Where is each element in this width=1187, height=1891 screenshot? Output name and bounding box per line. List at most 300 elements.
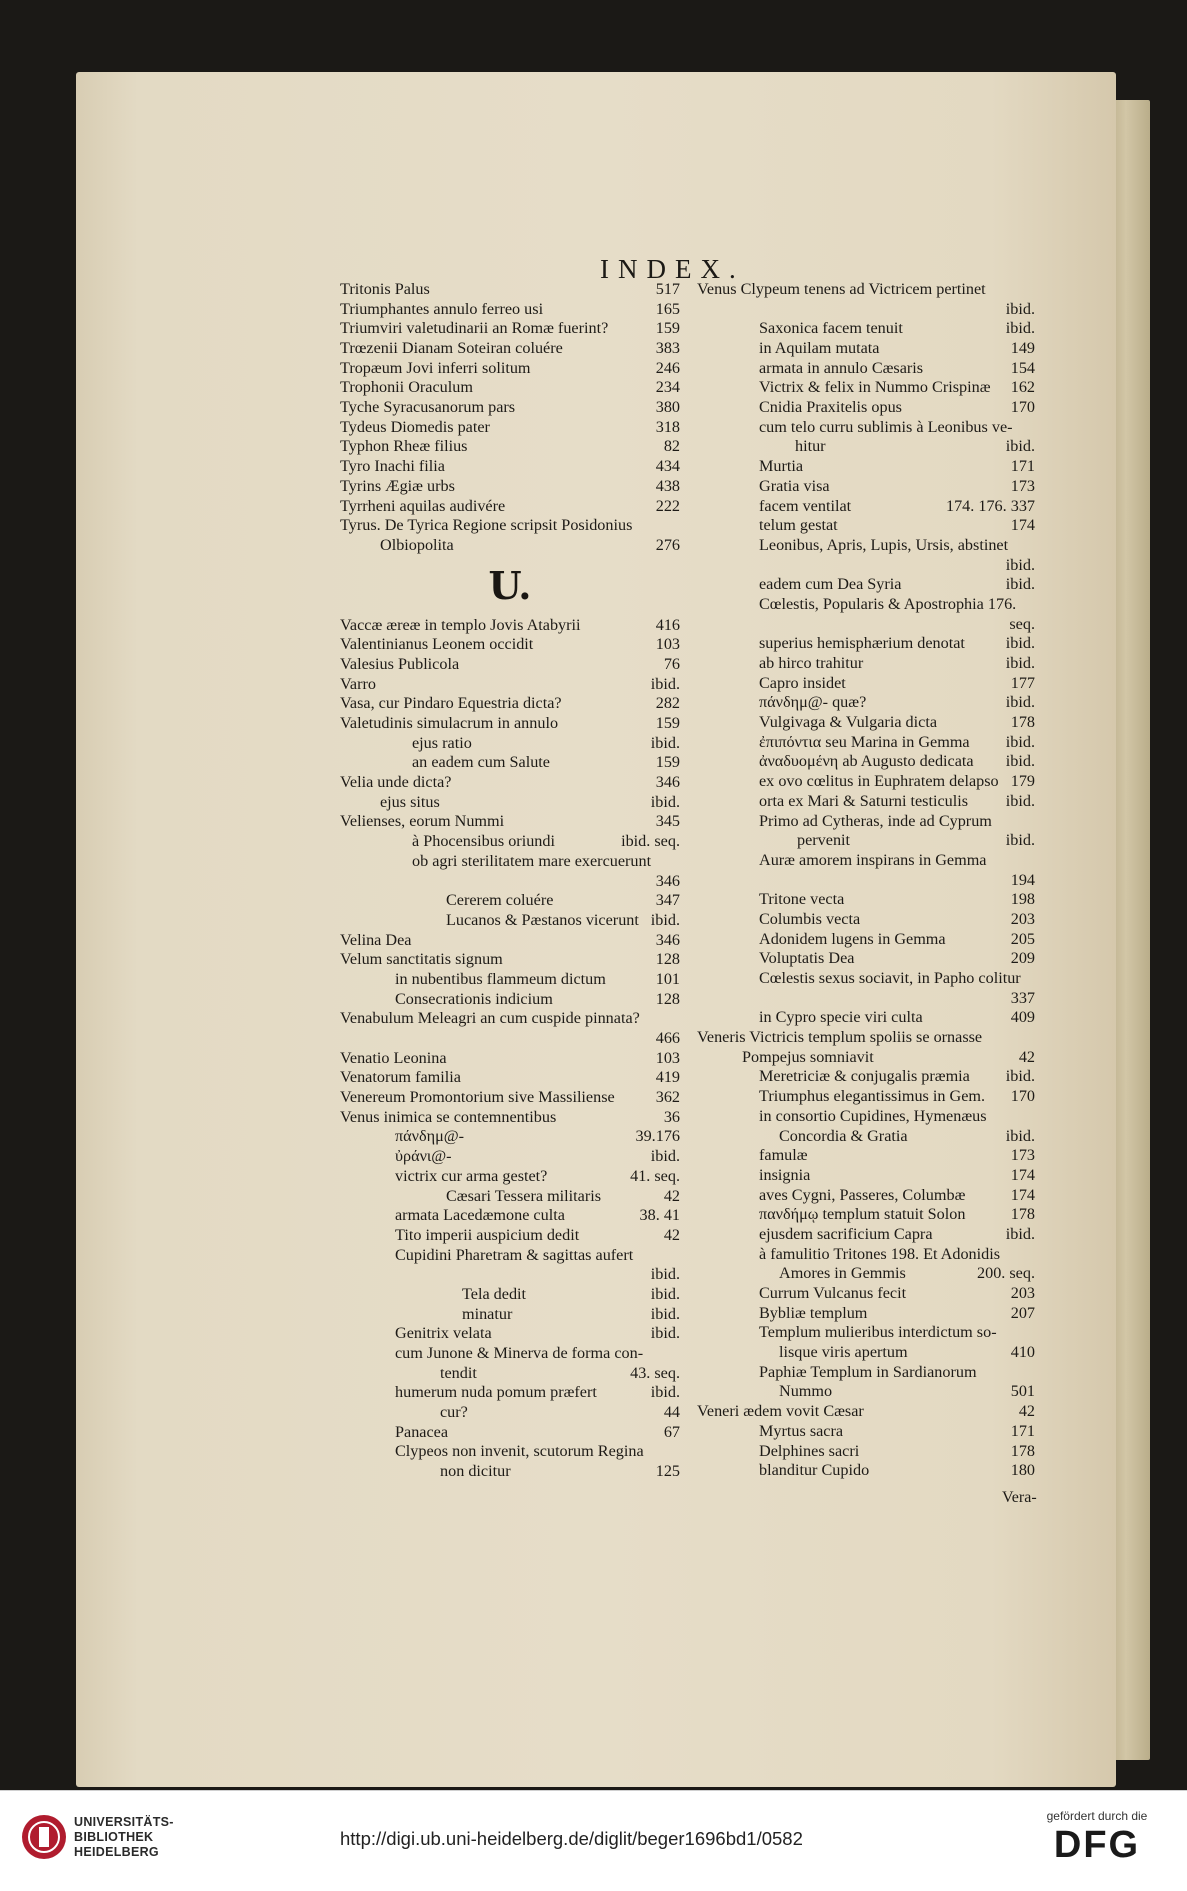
index-entry	[340, 457, 680, 477]
index-entry	[697, 1048, 1035, 1068]
index-entry	[697, 300, 1035, 320]
index-entry	[340, 1049, 680, 1069]
institution-line: UNIVERSITÄTS-	[74, 1815, 174, 1829]
entry-page-ref: ibid.	[650, 1284, 680, 1303]
entry-page-ref: 318	[655, 417, 680, 436]
index-entry	[697, 1304, 1035, 1324]
index-entry	[340, 1009, 680, 1029]
entry-text: Tydeus Diomedis pater	[340, 417, 490, 436]
index-column-right	[697, 280, 1035, 1481]
entry-page-ref: 346	[655, 930, 680, 949]
entry-page-ref: 42	[663, 1186, 680, 1205]
index-entry	[697, 792, 1035, 812]
page-edge	[1110, 100, 1150, 1760]
entry-text: Velienses, eorum Nummi	[340, 812, 505, 831]
section-letter: U.	[488, 562, 532, 608]
index-entry	[697, 1323, 1035, 1343]
entry-text: ἐπιπόντια seu Marina in Gemma	[759, 732, 970, 751]
entry-page-ref: 170	[1010, 1087, 1035, 1106]
entry-page-ref: 159	[655, 319, 680, 338]
index-entry	[340, 773, 680, 793]
entry-text: in Aquilam mutata	[759, 339, 880, 358]
entry-text: Tela dedit	[462, 1284, 527, 1303]
index-entry	[697, 654, 1035, 674]
index-entry	[697, 1461, 1035, 1481]
entry-page-ref: 177	[1010, 673, 1035, 692]
index-entry	[340, 1128, 680, 1148]
entry-page-ref: ibid.	[1005, 1126, 1035, 1145]
index-entry	[697, 1146, 1035, 1166]
entry-text: Tritone vecta	[759, 890, 845, 909]
index-entry	[697, 989, 1035, 1009]
entry-text: ex ovo cœlitus in Euphratem delapso	[759, 772, 999, 791]
entry-page-ref: 171	[1010, 457, 1035, 476]
entry-text: Currum Vulcanus fecit	[759, 1284, 907, 1303]
index-entry	[340, 418, 680, 438]
sponsor-block	[1027, 1809, 1167, 1867]
entry-text: orta ex Mari & Saturni testiculis	[759, 791, 969, 810]
entry-text: ab hirco trahitur	[759, 654, 864, 673]
index-entry	[697, 851, 1035, 871]
entry-page-ref: 41. seq.	[630, 1166, 680, 1185]
index-entry	[340, 1305, 680, 1325]
entry-page-ref: ibid.	[1005, 752, 1035, 771]
index-entry	[340, 378, 680, 398]
index-entry	[697, 890, 1035, 910]
entry-page-ref: ibid.	[1005, 555, 1035, 574]
index-entry	[697, 930, 1035, 950]
index-entry	[697, 556, 1035, 576]
entry-page-ref: 383	[655, 339, 680, 358]
entry-text: Primo ad Cytheras, inde ad Cyprum	[759, 811, 992, 830]
entry-page-ref: ibid.	[1005, 693, 1035, 712]
entry-text: Veneris Victricis templum spoliis se ornasse	[697, 1028, 983, 1047]
entry-text: πάνδημ@-	[395, 1127, 465, 1146]
entry-text: Tyche Syracusanorum pars	[340, 398, 516, 417]
entry-text: Tito imperii auspicium dedit	[395, 1225, 580, 1244]
index-entry	[340, 1029, 680, 1049]
entry-text: Olbiopolita	[380, 535, 454, 554]
index-entry	[340, 477, 680, 497]
entry-text: famulæ	[759, 1146, 808, 1165]
entry-text: hitur	[795, 437, 826, 456]
index-entry	[340, 1068, 680, 1088]
entry-page-ref: 419	[655, 1068, 680, 1087]
index-entry	[697, 871, 1035, 891]
entry-page-ref: 103	[655, 635, 680, 654]
entry-page-ref: 337	[1010, 988, 1035, 1007]
index-entry	[340, 1324, 680, 1344]
index-entry	[697, 733, 1035, 753]
entry-text: Paphiæ Templum in Sardianorum	[759, 1362, 977, 1381]
index-entry	[340, 891, 680, 911]
entry-page-ref: ibid.	[650, 910, 680, 929]
index-entry	[697, 1186, 1035, 1206]
index-entry	[697, 1068, 1035, 1088]
entry-text: Venus Clypeum tenens ad Victricem pertinet	[697, 279, 986, 298]
entry-page-ref: 346	[655, 773, 680, 792]
entry-text: superius hemisphærium denotat	[759, 634, 965, 653]
index-entry	[340, 950, 680, 970]
entry-text: Velina Dea	[340, 930, 412, 949]
entry-text: Vulgivaga & Vulgaria dicta	[759, 713, 938, 732]
index-entry	[340, 398, 680, 418]
index-entry	[697, 457, 1035, 477]
index-entry	[340, 516, 680, 536]
entry-text: Valesius Publicola	[340, 654, 460, 673]
entry-text: Tyro Inachi filia	[340, 457, 445, 476]
index-entry	[340, 813, 680, 833]
entry-text: Meretriciæ & conjugalis præmia	[759, 1067, 970, 1086]
entry-page-ref: 198	[1010, 890, 1035, 909]
entry-text: Venus inimica se contemnentibus	[340, 1107, 557, 1126]
index-entry	[340, 300, 680, 320]
entry-text: in Cypro specie viri culta	[759, 1008, 923, 1027]
entry-page-ref: ibid.	[650, 1304, 680, 1323]
entry-page-ref: 410	[1010, 1343, 1035, 1362]
index-entry	[697, 339, 1035, 359]
entry-page-ref: 362	[655, 1088, 680, 1107]
entry-page-ref: 203	[1010, 909, 1035, 928]
entry-text: in consortio Cupidines, Hymenæus	[759, 1106, 987, 1125]
entry-text: cum telo curru sublimis à Leonibus ve-	[759, 417, 1013, 436]
entry-page-ref: 346	[655, 871, 680, 890]
entry-text: Gratia visa	[759, 476, 830, 495]
index-entry	[697, 713, 1035, 733]
entry-text: lisque viris apertum	[779, 1343, 908, 1362]
index-entry	[697, 477, 1035, 497]
index-entry	[697, 595, 1035, 615]
entry-page-ref: ibid.	[650, 792, 680, 811]
entry-page-ref: 380	[655, 398, 680, 417]
entry-page-ref: 170	[1010, 398, 1035, 417]
entry-text: Trœzenii Dianam Soteiran coluére	[340, 339, 563, 358]
index-entry	[697, 693, 1035, 713]
entry-page-ref: 282	[655, 694, 680, 713]
entry-page-ref: 174	[1010, 1165, 1035, 1184]
entry-page-ref: ibid.	[650, 1265, 680, 1284]
entry-page-ref: 179	[1010, 772, 1035, 791]
entry-text: Amores in Gemmis	[779, 1264, 906, 1283]
index-entry	[340, 852, 680, 872]
entry-page-ref: 466	[655, 1029, 680, 1048]
entry-text: Columbis vecta	[759, 909, 861, 928]
index-entry	[340, 655, 680, 675]
entry-text: Vasa, cur Pindaro Equestria dicta?	[340, 694, 562, 713]
entry-page-ref: 174	[1010, 516, 1035, 535]
entry-page-ref: 178	[1010, 1205, 1035, 1224]
entry-text: Varro	[340, 674, 376, 693]
entry-page-ref: 42	[663, 1225, 680, 1244]
index-entry	[340, 536, 680, 556]
entry-page-ref: 103	[655, 1048, 680, 1067]
entry-text: Delphines sacri	[759, 1441, 860, 1460]
entry-text: Consecrationis indicium	[395, 989, 553, 1008]
index-entry	[340, 714, 680, 734]
entry-page-ref: 209	[1010, 949, 1035, 968]
entry-page-ref: ibid.	[1005, 1224, 1035, 1243]
entry-page-ref: 347	[655, 891, 680, 910]
index-entry	[340, 280, 680, 300]
entry-page-ref: ibid.	[1005, 654, 1035, 673]
entry-page-ref: 207	[1010, 1303, 1035, 1322]
index-entry	[340, 1187, 680, 1207]
entry-text: Leonibus, Apris, Lupis, Ursis, abstinet	[759, 535, 1009, 554]
index-entry	[697, 398, 1035, 418]
index-entry	[340, 694, 680, 714]
index-entry	[340, 1246, 680, 1266]
index-entry	[340, 872, 680, 892]
entry-page-ref: 42	[1018, 1047, 1035, 1066]
index-entry	[697, 1127, 1035, 1147]
entry-page-ref: ibid.	[1005, 319, 1035, 338]
entry-text: ἀναδυομένη ab Augusto dedicata	[759, 752, 974, 771]
entry-page-ref: 162	[1010, 378, 1035, 397]
index-entry	[340, 1147, 680, 1167]
index-entry	[340, 832, 680, 852]
entry-text: Panacea	[395, 1422, 449, 1441]
index-entry	[697, 1166, 1035, 1186]
entry-page-ref: 416	[655, 615, 680, 634]
entry-text: Cupidini Pharetram & sagittas aufert	[395, 1245, 634, 1264]
entry-text: Cnidia Praxitelis opus	[759, 398, 902, 417]
index-entry	[697, 1008, 1035, 1028]
entry-text: Cœlestis sexus sociavit, in Papho colitur	[759, 969, 1021, 988]
entry-page-ref: 178	[1010, 713, 1035, 732]
index-entry	[340, 1364, 680, 1384]
entry-page-ref: ibid.	[650, 1147, 680, 1166]
index-entry	[697, 280, 1035, 300]
entry-text: Valetudinis simulacrum in annulo	[340, 714, 559, 733]
entry-text: Cœlestis, Popularis & Apostrophia 176.	[759, 594, 1017, 613]
entry-text: Venabulum Meleagri an cum cuspide pinnata?	[340, 1009, 640, 1028]
entry-text: πανδήμῳ templum statuit Solon	[759, 1205, 966, 1224]
entry-text: humerum nuda pomum præfert	[395, 1383, 597, 1402]
index-entry	[697, 812, 1035, 832]
index-entry	[340, 1108, 680, 1128]
entry-text: Victrix & felix in Nummo Crispinæ	[759, 378, 991, 397]
entry-text: minatur	[462, 1304, 513, 1323]
entry-text: ejusdem sacrificium Capra	[759, 1224, 933, 1243]
entry-page-ref: 128	[655, 950, 680, 969]
index-entry	[697, 1284, 1035, 1304]
index-entry	[340, 1206, 680, 1226]
entry-text: Venatorum familia	[340, 1068, 461, 1087]
index-entry	[697, 1383, 1035, 1403]
index-entry	[340, 319, 680, 339]
entry-page-ref: 409	[1010, 1008, 1035, 1027]
entry-page-ref: 178	[1010, 1441, 1035, 1460]
entry-page-ref: 82	[663, 437, 680, 456]
index-entry	[340, 734, 680, 754]
entry-text: Clypeos non invenit, scutorum Regina	[395, 1442, 644, 1461]
entry-text: Trophonii Oraculum	[340, 378, 473, 397]
index-entry	[697, 1343, 1035, 1363]
entry-text: Venereum Promontorium sive Massiliense	[340, 1088, 615, 1107]
index-entry	[340, 1167, 680, 1187]
entry-page-ref: 234	[655, 378, 680, 397]
index-entry	[340, 753, 680, 773]
entry-page-ref: ibid.	[1005, 299, 1035, 318]
entry-page-ref: ibid.	[1005, 634, 1035, 653]
entry-page-ref: 165	[655, 299, 680, 318]
entry-page-ref: 517	[655, 279, 680, 298]
entry-page-ref: 173	[1010, 1146, 1035, 1165]
entry-text: Genitrix velata	[395, 1324, 492, 1343]
entry-text: Triumviri valetudinarii an Romæ fuerint?	[340, 319, 609, 338]
index-entry	[697, 536, 1035, 556]
index-entry	[697, 615, 1035, 635]
permalink-url[interactable]: http://digi.ub.uni-heidelberg.de/diglit/beger1696bd1/0582	[340, 1828, 803, 1849]
index-entry	[697, 1087, 1035, 1107]
entry-page-ref: ibid.	[1005, 831, 1035, 850]
index-entry	[697, 1363, 1035, 1383]
entry-text: Murtia	[759, 457, 804, 476]
index-entry	[697, 1107, 1035, 1127]
entry-page-ref: seq.	[1009, 614, 1035, 633]
sponsor-caption: gefördert durch die	[1046, 1809, 1148, 1823]
index-entry	[340, 793, 680, 813]
entry-page-ref: 222	[655, 496, 680, 515]
entry-text: non dicitur	[440, 1462, 511, 1481]
entry-text: Velia unde dicta?	[340, 773, 452, 792]
index-entry	[340, 931, 680, 951]
index-entry	[697, 831, 1035, 851]
index-entry	[697, 674, 1035, 694]
entry-page-ref: 171	[1010, 1421, 1035, 1440]
index-entry	[697, 910, 1035, 930]
entry-text: facem ventilat	[759, 496, 852, 515]
entry-text: tendit	[440, 1363, 477, 1382]
entry-page-ref: 76	[663, 654, 680, 673]
index-entry	[340, 1285, 680, 1305]
entry-page-ref: 154	[1010, 358, 1035, 377]
entry-text: Tyrrheni aquilas audivére	[340, 496, 506, 515]
entry-text: Bybliæ templum	[759, 1303, 868, 1322]
catchword: Vera-	[1002, 1489, 1037, 1506]
entry-text: ob agri sterilitatem mare exercuerunt	[412, 851, 652, 870]
entry-page-ref: 174. 176. 337	[945, 496, 1035, 515]
index-entry	[697, 516, 1035, 536]
page-title: INDEX.	[600, 254, 745, 284]
entry-text: ὐράνι@-	[395, 1147, 452, 1166]
index-entry	[697, 1442, 1035, 1462]
entry-text: à Phocensibus oriundi	[412, 832, 555, 851]
entry-page-ref: 67	[663, 1422, 680, 1441]
index-entry	[697, 575, 1035, 595]
entry-text: Venatio Leonina	[340, 1048, 447, 1067]
entry-text: πάνδημ@- quæ?	[759, 693, 867, 712]
entry-text: cum Junone & Minerva de forma con-	[395, 1344, 644, 1363]
entry-page-ref: 434	[655, 457, 680, 476]
index-entry	[697, 497, 1035, 517]
entry-text: Lucanos & Pæstanos vicerunt	[446, 910, 639, 929]
entry-text: Velum sanctitatis signum	[340, 950, 503, 969]
entry-text: insignia	[759, 1165, 811, 1184]
entry-text: cur?	[440, 1403, 468, 1422]
entry-page-ref: 44	[663, 1403, 680, 1422]
institution-line: BIBLIOTHEK	[74, 1830, 154, 1844]
index-entry	[697, 1264, 1035, 1284]
entry-page-ref: 194	[1010, 870, 1035, 889]
entry-text: Templum mulieribus interdictum so-	[759, 1323, 997, 1342]
index-entry	[340, 1383, 680, 1403]
index-entry	[697, 949, 1035, 969]
entry-text: Typhon Rheæ filius	[340, 437, 468, 456]
index-entry	[697, 378, 1035, 398]
entry-text: Nummo	[779, 1382, 833, 1401]
entry-page-ref: ibid.	[650, 733, 680, 752]
entry-page-ref: 438	[655, 476, 680, 495]
index-entry	[697, 1225, 1035, 1245]
entry-text: armata Lacedæmone culta	[395, 1206, 565, 1225]
index-entry	[340, 635, 680, 655]
entry-page-ref: 501	[1010, 1382, 1035, 1401]
entry-text: Cæsari Tessera militaris	[446, 1186, 602, 1205]
entry-page-ref: 36	[663, 1107, 680, 1126]
index-entry	[340, 1226, 680, 1246]
entry-page-ref: 159	[655, 753, 680, 772]
index-entry	[340, 1462, 680, 1482]
dfg-logo: DFG	[1053, 1824, 1141, 1866]
entry-text: Pompejus somniavit	[742, 1047, 874, 1066]
index-entry	[340, 438, 680, 458]
index-entry	[697, 438, 1035, 458]
entry-text: Myrtus sacra	[759, 1421, 844, 1440]
entry-text: Veneri ædem vovit Cæsar	[697, 1402, 864, 1421]
entry-text: ejus ratio	[412, 733, 472, 752]
entry-text: Concordia & Gratia	[779, 1126, 908, 1145]
entry-page-ref: 345	[655, 812, 680, 831]
index-entry	[697, 1245, 1035, 1265]
entry-page-ref: ibid.	[650, 674, 680, 693]
entry-page-ref: ibid.	[650, 1324, 680, 1343]
entry-page-ref: 42	[1018, 1402, 1035, 1421]
institution-name	[74, 1815, 174, 1860]
entry-page-ref: 180	[1010, 1461, 1035, 1480]
index-entry	[340, 1344, 680, 1364]
entry-page-ref: ibid.	[1005, 732, 1035, 751]
index-entry	[340, 911, 680, 931]
institution-line: HEIDELBERG	[74, 1845, 159, 1859]
entry-text: Saxonica facem tenuit	[759, 319, 903, 338]
entry-page-ref: ibid.	[1005, 437, 1035, 456]
index-entry	[340, 675, 680, 695]
entry-text: an eadem cum Salute	[412, 753, 550, 772]
index-entry	[340, 970, 680, 990]
index-column-left	[340, 280, 680, 1482]
entry-page-ref: 39.176	[635, 1127, 680, 1146]
entry-text: Auræ amorem inspirans in Gemma	[759, 850, 987, 869]
entry-page-ref: 43. seq.	[630, 1363, 680, 1382]
index-entry	[697, 1205, 1035, 1225]
entry-text: Adonidem lugens in Gemma	[759, 929, 946, 948]
entry-text: Voluptatis Dea	[759, 949, 855, 968]
entry-text: telum gestat	[759, 516, 838, 535]
index-entry	[340, 1443, 680, 1463]
entry-text: Tritonis Palus	[340, 279, 430, 298]
index-entry	[340, 497, 680, 517]
entry-page-ref: 173	[1010, 476, 1035, 495]
entry-text: Valentinianus Leonem occidit	[340, 635, 534, 654]
entry-text: blanditur Cupido	[759, 1461, 870, 1480]
index-entry	[697, 1422, 1035, 1442]
entry-text: Vaccæ æreæ in templo Jovis Atabyrii	[340, 615, 581, 634]
entry-text: victrix cur arma gestet?	[395, 1166, 548, 1185]
index-entry	[340, 990, 680, 1010]
entry-page-ref: 276	[655, 535, 680, 554]
entry-text: eadem cum Dea Syria	[759, 575, 902, 594]
